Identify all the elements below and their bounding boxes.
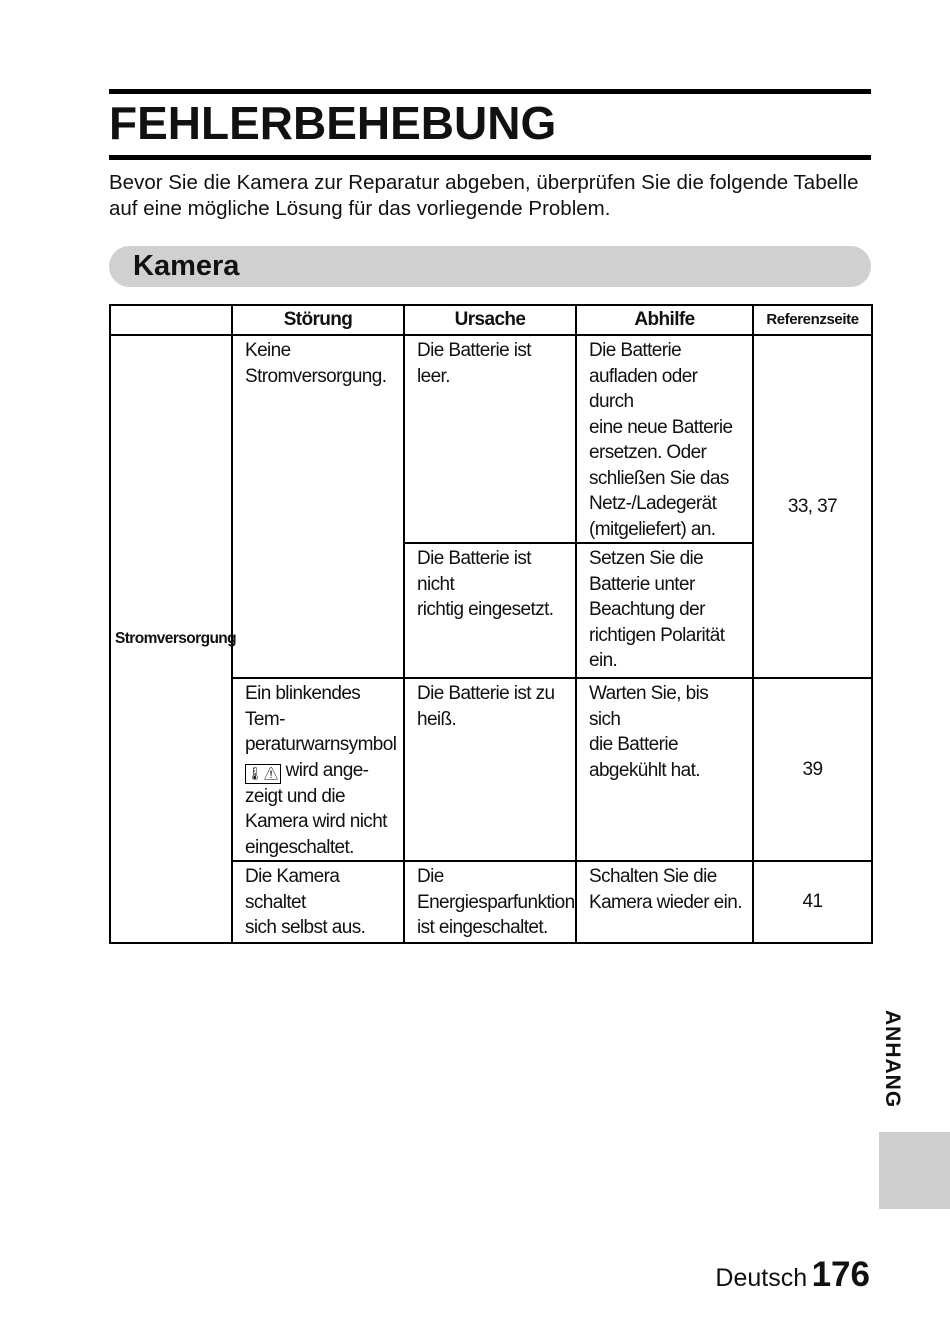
header-empty	[110, 305, 232, 335]
category-cell: Stromversorgung	[110, 335, 232, 943]
abhilfe-cell: Schalten Sie die Kamera wieder ein.	[576, 861, 753, 943]
ursache-cell: Die Energiesparfunktion ist eingeschaltet.	[404, 861, 576, 943]
section-title: Kamera	[133, 250, 240, 282]
header-stoerung: Störung	[232, 305, 404, 335]
abhilfe-cell: Setzen Sie die Batterie unter Beachtung der richtigen Polarität ein.	[576, 543, 753, 678]
page-number: 176	[811, 1255, 870, 1294]
page-footer	[715, 1255, 870, 1295]
ursache-cell: Die Batterie ist leer.	[404, 335, 576, 543]
title-rule	[109, 155, 871, 160]
stoerung-cell: Die Kamera schaltet sich selbst aus.	[232, 861, 404, 943]
abhilfe-cell: Die Batterie aufladen oder durch eine neue Batterie ersetzen. Oder schließen Sie das Netz-/Ladegerät (mitgeliefert) an.	[576, 335, 753, 543]
side-tab-label: ANHANG	[881, 1010, 904, 1109]
intro-text: Bevor Sie die Kamera zur Reparatur abgeben, überprüfen Sie die folgende Tabelle auf eine mögliche Lösung für das vorliegende Problem.	[109, 171, 859, 220]
ursache-cell: Die Batterie ist nicht richtig eingesetzt.	[404, 543, 576, 678]
ref-cell: 33, 37	[753, 335, 872, 678]
stoerung-cell: Keine Stromversorgung.	[232, 335, 404, 678]
troubleshooting-table	[109, 304, 873, 944]
top-rule	[109, 89, 871, 94]
stoerung-text: Ein blinkendes Tem- peraturwarnsymbol	[245, 683, 397, 755]
page-title: FEHLERBEHEBUNG	[109, 97, 557, 149]
table-row	[110, 335, 872, 543]
ref-cell: 41	[753, 861, 872, 943]
side-tab-marker	[879, 1132, 950, 1209]
header-abhilfe: Abhilfe	[576, 305, 753, 335]
ursache-cell: Die Batterie ist zu heiß.	[404, 678, 576, 861]
abhilfe-cell: Warten Sie, bis sich die Batterie abgekühlt hat.	[576, 678, 753, 861]
stoerung-text: wird ange- zeigt und die Kamera wird nicht eingeschaltet.	[245, 759, 387, 858]
header-ursache: Ursache	[404, 305, 576, 335]
table-header-row	[110, 305, 872, 335]
section-header	[109, 246, 871, 287]
stoerung-cell	[232, 678, 404, 861]
header-referenzseite: Referenzseite	[753, 305, 872, 335]
temperature-warning-icon: 🌡⚠	[245, 764, 281, 784]
footer-language: Deutsch	[715, 1264, 808, 1292]
ref-cell: 39	[753, 678, 872, 861]
